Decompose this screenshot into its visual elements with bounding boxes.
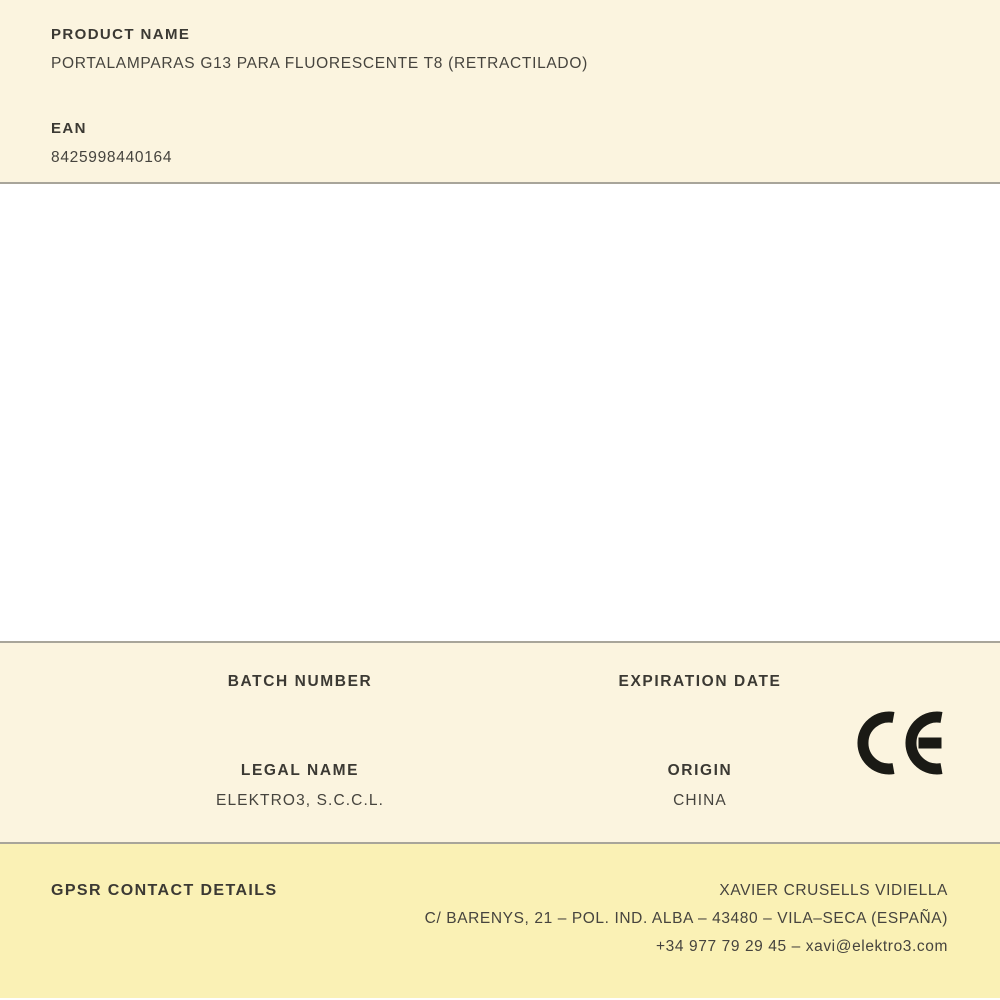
gpsr-contact-label: GPSR CONTACT DETAILS xyxy=(51,882,278,899)
legal-name-value: ELEKTRO3, S.C.C.L. xyxy=(216,792,384,809)
product-name-label: PRODUCT NAME xyxy=(51,26,191,43)
product-name-field xyxy=(51,26,949,73)
contact-phone-email: +34 977 79 29 45 – xavi@elektro3.com xyxy=(656,938,948,955)
contact-address: C/ BARENYS, 21 – POL. IND. ALBA – 43480 – VILA–SECA (ESPAÑA) xyxy=(424,910,948,927)
gpsr-contact-section xyxy=(0,844,1000,998)
expiration-date-label: EXPIRATION DATE xyxy=(618,673,782,690)
ean-field xyxy=(51,120,949,167)
product-image-area xyxy=(0,184,1000,641)
product-name-value: PORTALAMPARAS G13 PARA FLUORESCENTE T8 (RETRACTILADO) xyxy=(51,55,588,72)
gpsr-contact-block xyxy=(425,877,948,961)
origin-label: ORIGIN xyxy=(667,762,733,779)
ean-label: EAN xyxy=(51,120,87,137)
ce-marking-icon xyxy=(852,709,944,777)
contact-name: XAVIER CRUSELLS VIDIELLA xyxy=(719,882,948,899)
ean-value: 8425998440164 xyxy=(51,149,173,166)
product-identity-section xyxy=(0,0,1000,184)
origin-value: CHINA xyxy=(673,792,727,809)
legal-name-label: LEGAL NAME xyxy=(240,762,360,779)
compliance-info-section xyxy=(0,641,1000,844)
batch-number-label: BATCH NUMBER xyxy=(227,673,373,690)
